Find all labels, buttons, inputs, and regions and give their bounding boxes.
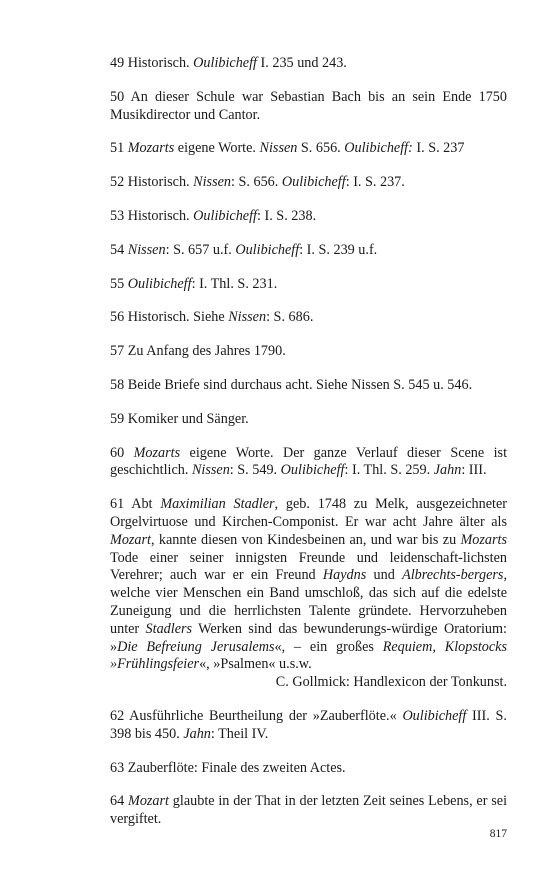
italic-citation: Mozart (110, 531, 151, 548)
italic-citation: Oulibicheff (402, 707, 467, 724)
italic-citation: Mozarts (460, 531, 507, 548)
italic-citation: Oulibicheff (235, 241, 300, 258)
endnote-59 (110, 411, 507, 429)
endnote-56 (110, 309, 507, 327)
italic-citation: Maximilian Stadler (160, 496, 275, 513)
note-text: : S. 657 u.f. (165, 241, 236, 258)
note-text: 59 Komiker und Sänger. (110, 410, 249, 427)
note-text: «, – ein großes (274, 638, 383, 655)
italic-citation: Albrechts-bergers (402, 567, 504, 584)
italic-citation: Oulibicheff (281, 174, 346, 191)
note-text: S. 656. (297, 140, 345, 157)
note-text: 50 An dieser Schule war Sebastian Bach bis an sein Ende 1750 Musikdirector und Cantor. (110, 88, 507, 123)
note-text: : S. 686. (266, 309, 314, 326)
endnote-53 (110, 208, 507, 226)
note-text: , kannte diesen von Kindesbeinen an, und war bis zu (151, 531, 461, 548)
note-text: «, »Psalmen« u.s.w. (199, 656, 312, 673)
italic-citation: Nissen (193, 174, 231, 191)
italic-citation: Die Befreiung Jerusalems (117, 638, 275, 655)
note-text: 54 (110, 241, 128, 258)
note-text: und (366, 567, 403, 584)
italic-citation: Oulibicheff (193, 55, 257, 71)
note-text: 52 Historisch. (110, 174, 194, 191)
note-text: 60 (110, 444, 134, 461)
endnote-50 (110, 89, 507, 125)
endnote-52 (110, 174, 507, 192)
note-text: 57 Zu Anfang des Jahres 1790. (110, 343, 286, 360)
italic-citation: Haydns (322, 567, 367, 584)
note-text: : I. Thl. S. 231. (191, 275, 278, 292)
note-text: 55 (110, 275, 128, 292)
italic-citation: Oulibicheff: (344, 140, 413, 157)
italic-citation: Mozarts (127, 140, 175, 157)
italic-citation: Nissen (191, 462, 230, 479)
italic-citation: Oulibicheff (193, 207, 257, 224)
note-text: 63 Zauberflöte: Finale des zweiten Actes. (110, 759, 346, 776)
italic-citation: Nissen (228, 309, 267, 326)
note-text: 58 Beide Briefe sind durchaus acht. Siehe Nissen S. 545 u. 546. (110, 376, 473, 393)
source-attribution: C. Gollmick: Handlexicon der Tonkunst. (275, 674, 507, 691)
italic-citation: Stadlers (145, 620, 193, 637)
italic-citation: Oulibicheff (280, 462, 345, 479)
note-text: : I. S. 238. (257, 207, 317, 224)
endnote-51 (110, 140, 507, 158)
note-text: I. S. 237 (412, 140, 465, 157)
note-text: eigene Worte. (174, 140, 260, 157)
endnote-62 (110, 708, 507, 744)
note-text: : I. S. 237. (345, 174, 405, 191)
italic-citation: Jahn (183, 725, 211, 742)
note-text: Werken sind das bewunderungs-würdige Oratorium: » (110, 620, 507, 655)
note-text: 62 Ausführliche Beurtheilung der »Zauberflöte.« (110, 707, 403, 724)
endnote-64 (110, 793, 507, 829)
note-text: 49 Historisch. (110, 55, 194, 71)
endnotes-column (110, 55, 507, 829)
note-text: 53 Historisch. (110, 207, 194, 224)
note-text: : S. 656. (231, 174, 282, 191)
note-text: 61 Abt (110, 496, 161, 513)
italic-citation: Mozarts (133, 444, 181, 461)
note-text: , geb. 1748 zu Melk, ausgezeichneter Orgelvirtuose und Kirchen-Componist. Er war acht Jahre älter als (110, 496, 507, 530)
note-text: glaubte in der That in der letzten Zeit seines Lebens, er sei vergiftet. (110, 793, 508, 828)
endnote-54 (110, 242, 507, 260)
note-text: : III. (461, 462, 487, 479)
italic-citation: Oulibicheff (127, 275, 192, 292)
note-text: I. 235 und 243. (257, 55, 347, 71)
endnote-63 (110, 760, 507, 778)
italic-citation: Mozart (128, 793, 169, 810)
endnote-57 (110, 343, 507, 361)
endnote-55 (110, 276, 507, 294)
italic-citation: Jahn (433, 462, 462, 479)
endnote-60 (110, 445, 507, 481)
note-text: : I. Thl. S. 259. (344, 462, 434, 479)
italic-citation: Nissen (259, 140, 298, 157)
note-text: , welche vier Menschen ein Band umschloß, das sich auf die edelste Zuneigung und die herrlichsten Talente gründete. Hervorzuheben unter (110, 567, 507, 637)
note-text: III. S. 398 bis 450. (110, 707, 507, 742)
endnote-49 (110, 55, 507, 73)
note-text: eigene Worte. Der ganze Verlauf dieser Scene ist geschichtlich. (110, 444, 508, 479)
note-text: : Theil IV. (210, 725, 269, 742)
note-text: : I. S. 239 u.f. (299, 241, 378, 258)
endnote-58 (110, 377, 507, 395)
note-text: Tode einer seiner innigsten Freunde und leidenschaft-lichsten Verehrer; auch war er ein Freund (110, 549, 507, 584)
italic-citation: Nissen (127, 241, 166, 258)
italic-citation: Requiem, Klopstocks »Frühlingsfeier (110, 638, 507, 673)
note-text: 64 (110, 793, 128, 810)
note-text: : S. 549. (229, 462, 281, 479)
note-text: 51 (110, 140, 128, 157)
page-number: 817 (489, 828, 507, 840)
note-text: 56 Historisch. Siehe (110, 309, 229, 326)
endnote-61 (110, 496, 507, 692)
